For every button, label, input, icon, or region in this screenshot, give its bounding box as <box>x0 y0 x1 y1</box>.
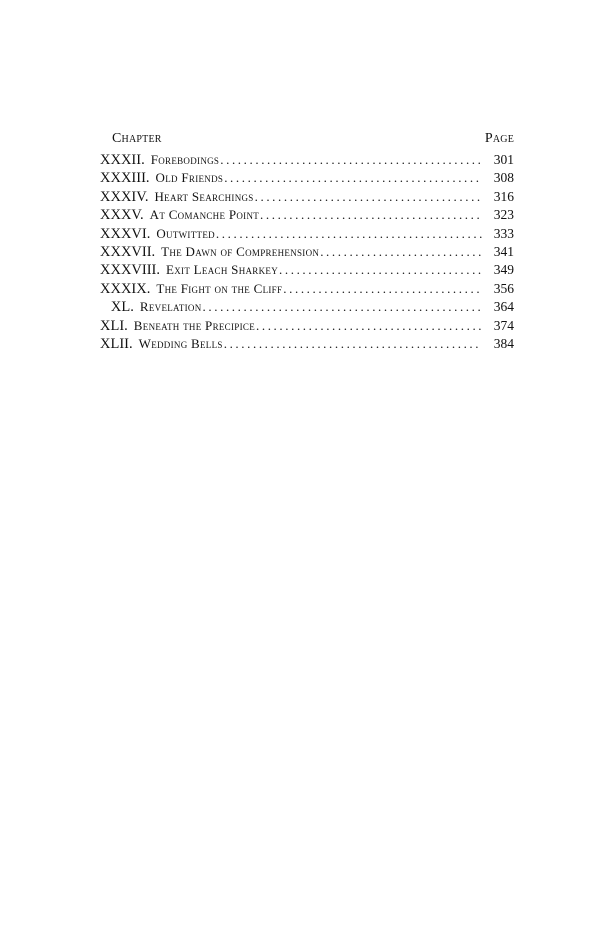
chapter-title: The Dawn of Comprehension <box>161 243 320 259</box>
chapter-number: XXXII. <box>100 152 145 168</box>
chapter-title: At Comanche Point <box>149 207 260 223</box>
chapter-number: XXXVII. <box>100 243 156 260</box>
page-number: 374 <box>493 317 514 333</box>
toc-entry <box>100 261 514 279</box>
toc-entry <box>100 169 514 187</box>
dot-leader <box>216 225 482 243</box>
page-number: 384 <box>493 335 514 351</box>
chapter-title: Outwitted <box>156 225 215 241</box>
chapter-number: XXXIV. <box>100 188 149 205</box>
dot-leader <box>224 335 482 353</box>
chapter-number: XL. <box>110 299 134 316</box>
dot-leader <box>220 151 482 169</box>
chapter-title: The Fight on the Cliff <box>156 280 283 296</box>
dot-leader <box>224 169 482 187</box>
chapter-title: Heart Searchings <box>154 188 254 204</box>
dot-leader <box>320 243 482 261</box>
chapter-number: XLII. <box>100 335 133 352</box>
chapter-number: XXXV. <box>100 207 144 224</box>
toc-entry <box>100 298 514 316</box>
toc-header <box>100 131 514 151</box>
page-number: 364 <box>493 299 514 315</box>
toc-entry <box>100 243 514 261</box>
chapter-number: XXXVIII. <box>100 262 160 279</box>
toc-entry <box>100 317 514 335</box>
chapter-column-heading: Chapter <box>112 131 162 146</box>
chapter-title: Wedding Bells <box>138 335 223 351</box>
dot-leader <box>255 188 482 206</box>
dot-leader <box>256 317 482 335</box>
page-column-heading: Page <box>484 131 514 146</box>
chapter-number: XXXIX. <box>100 280 151 297</box>
chapter-title: Old Friends <box>155 170 224 186</box>
chapter-title: Beneath the Precipice <box>133 317 255 333</box>
page-number: 341 <box>493 243 514 259</box>
toc-entry-list <box>100 151 514 353</box>
toc-entry <box>100 151 514 169</box>
dot-leader <box>260 206 482 224</box>
chapter-title: Exit Leach Sharkey <box>166 262 279 278</box>
toc-entry <box>100 206 514 224</box>
toc-entry <box>100 225 514 243</box>
chapter-number: XXXVI. <box>100 225 151 242</box>
table-of-contents <box>100 131 514 353</box>
page-number: 356 <box>493 280 514 296</box>
page-number: 301 <box>493 152 514 167</box>
dot-leader <box>279 261 482 279</box>
toc-entry <box>100 335 514 353</box>
chapter-title: Forebodings <box>150 152 220 167</box>
toc-entry <box>100 280 514 298</box>
page-number: 323 <box>493 207 514 223</box>
page-number: 349 <box>493 262 514 278</box>
page-number: 316 <box>493 188 514 204</box>
dot-leader <box>203 298 482 316</box>
dot-leader <box>283 280 482 298</box>
chapter-number: XXXIII. <box>100 170 150 187</box>
page-number: 333 <box>493 225 514 241</box>
page-number: 308 <box>493 170 514 186</box>
chapter-number: XLI. <box>100 317 128 334</box>
toc-entry <box>100 188 514 206</box>
chapter-title: Revelation <box>139 299 202 315</box>
